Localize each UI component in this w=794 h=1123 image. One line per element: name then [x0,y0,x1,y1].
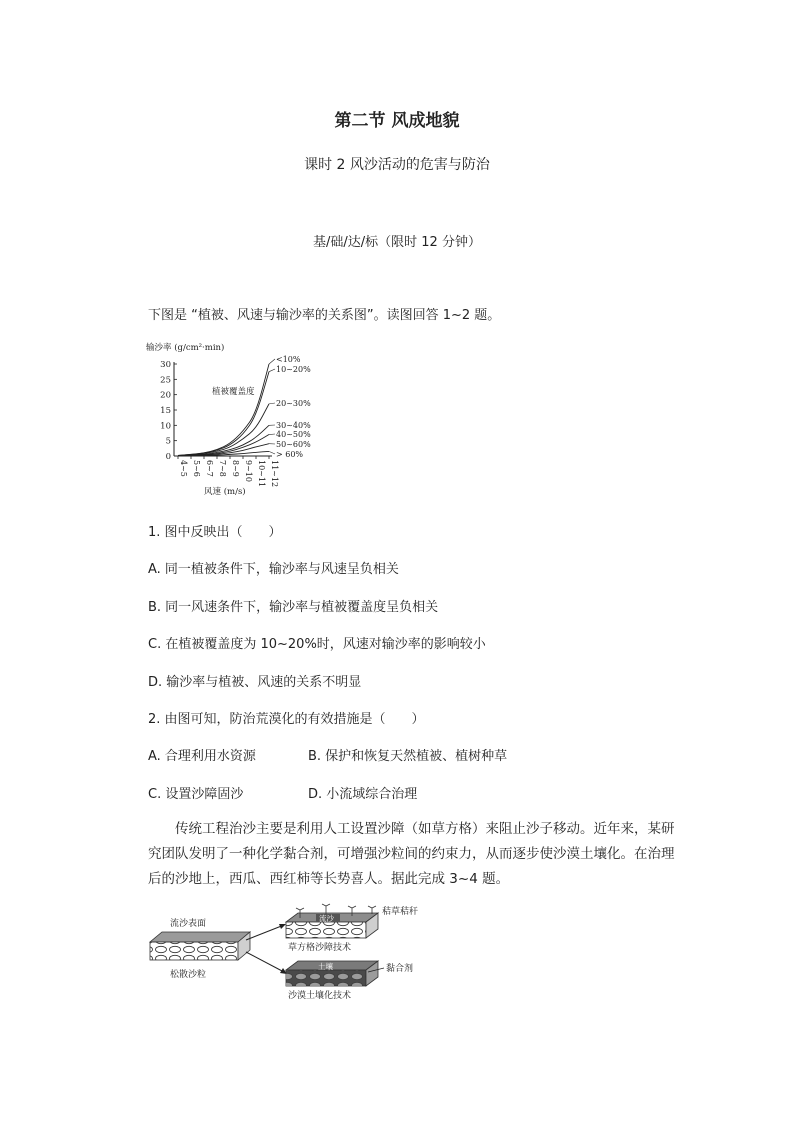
series-label: 50~60% [276,440,311,449]
intro-text: 下图是 “植被、风速与输沙率的关系图”。读图回答 1~2 题。 [148,308,501,323]
series-label: <10% [276,355,301,364]
arrow-to-soil [246,952,284,972]
y-tick-label: 15 [160,406,171,416]
q2-option-c: C. 设置沙障固沙 [148,787,244,802]
series-label: 40~50% [276,430,311,439]
x-tick-label: 8~9 [231,460,240,477]
passage-text: 传统工程治沙主要是利用人工设置沙障（如草方格）来阻止沙子移动。近年来，某研究团队发明了一种化学黏合剂，可增强沙粒间的约束力，从而逐步使沙漠土壤化。在治理后的沙地上，西瓜、西红柿等长势喜人。据此完成 3~4 题。 [148,821,675,887]
label-straw: 秸草秸秆 [382,907,419,917]
label-flow-sand: 流沙 [319,914,334,923]
x-tick-label: 7~8 [218,460,227,477]
chart-ylabel: 输沙率 (g/cm²·min) [146,343,225,353]
y-tick-label: 5 [165,436,171,447]
series-leader [269,434,275,435]
label-soil-tech: 沙漠土壤化技术 [288,991,352,1001]
y-tick-label: 10 [160,421,171,432]
x-tick-label: 9~10 [244,460,253,482]
series-leader [269,369,275,372]
label-soil: 土壤 [318,962,333,971]
x-tick-label: 11~12 [270,460,279,488]
q1-stem: 1. 图中反映出（ ） [148,525,282,540]
series-leader [269,451,275,454]
series-leader [269,359,275,364]
series-label: > 60% [276,450,304,459]
series-label: 20~30% [276,399,311,408]
series-label: 10~20% [276,365,311,374]
series-leader [269,403,275,404]
q1-option-a: A. 同一植被条件下，输沙率与风速呈负相关 [148,562,399,577]
series-label: 30~40% [276,421,311,430]
lesson-subtitle: 课时 2 风沙活动的危害与防治 [304,157,490,173]
label-sand-surface: 流沙表面 [170,919,207,929]
chart-annotation: 植被覆盖度 [212,387,255,397]
x-tick-label: 4~5 [179,460,188,477]
q2-option-b: B. 保护和恢复天然植被、植树种草 [308,749,508,764]
arrow-to-grid [246,925,284,940]
series-line [178,364,269,455]
page-title: 第二节 风成地貌 [334,111,460,131]
q1-option-d: D. 输沙率与植被、风速的关系不明显 [148,675,362,690]
y-tick-label: 20 [160,390,171,401]
sand-control-figure [140,900,470,1010]
series-line [178,425,269,455]
sand-transport-chart [140,336,330,506]
y-tick-label: 0 [165,452,171,462]
label-grid-tech: 草方格沙障技术 [288,943,352,953]
q2-option-a: A. 合理利用水资源 [148,749,256,764]
x-tick-label: 6~7 [205,460,214,477]
label-glue: 黏合剂 [386,964,414,974]
x-tick-label: 5~6 [192,460,201,477]
chart-xlabel: 风速 (m/s) [204,487,246,497]
series-line [178,372,269,456]
label-loose-grains: 松散沙粒 [170,970,207,980]
q1-option-b: B. 同一风速条件下，输沙率与植被覆盖度呈负相关 [148,600,439,615]
loose-sand-block [150,932,250,960]
q2-option-d: D. 小流域综合治理 [308,787,418,802]
section-heading: 基/础/达/标（限时 12 分钟） [313,235,481,250]
y-tick-label: 25 [160,375,171,386]
soil-block [286,961,384,986]
x-tick-label: 10~11 [257,460,266,488]
q2-stem: 2. 由图可知，防治荒漠化的有效措施是（ ） [148,712,425,727]
y-tick-label: 30 [160,360,171,370]
q1-option-c: C. 在植被覆盖度为 10~20%时，风速对输沙率的影响较小 [148,637,486,652]
